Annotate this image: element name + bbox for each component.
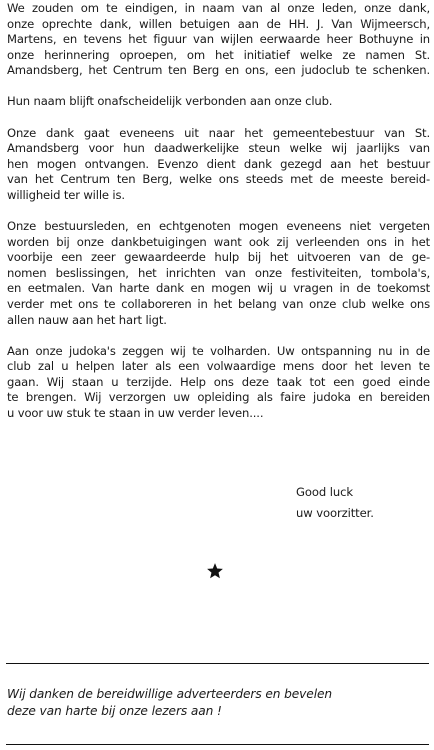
text-line: Amandsberg voor hun daadwerkelijke steun welke wij jaarlijks van <box>7 141 430 156</box>
text-line: nomen beslissingen, het inrichten van onze festiviteiten, tombola's, <box>7 265 430 280</box>
text-line: worden bij onze dankbetuigingen want ook zij verleenden ons in het <box>7 234 430 249</box>
text-line: verder met ons te collaboreren in het belang van onze club welke ons <box>7 297 430 311</box>
text-line: Onze dank gaat eveneens uit naar het gemeentebestuur van St. <box>7 125 430 140</box>
paragraph-thanks-council <box>7 126 430 204</box>
text-line: Martens, en tevens het figuur van wijlen eerwaarde heer Bothuyne in <box>7 32 430 47</box>
advertisers-note-line: deze van harte bij onze lezers aan ! <box>7 704 222 718</box>
text-line: Onze bestuursleden, en echtgenoten mogen eveneens niet vergeten <box>7 219 430 234</box>
text-line: Aan onze judoka's zeggen wij te volharden. Uw ontspanning nu in de <box>7 343 430 358</box>
paragraph-thanks-board <box>7 219 430 328</box>
text-line: allen nauw aan het hart ligt. <box>7 312 167 327</box>
text-line: We zouden om te eindigen, in naam van al onze leden, onze dank, <box>7 1 430 15</box>
text-line: club zal u helpen later als een volwaardige mens door het leven te <box>7 359 430 374</box>
advertisers-note <box>7 686 427 720</box>
paragraph-judoka <box>7 344 430 422</box>
star-icon <box>206 562 224 580</box>
text-line: hen mogen ontvangen. Evenzo dient dank gezegd aan het bestuur <box>7 156 430 171</box>
paragraph-thanks-founders <box>7 1 430 79</box>
advertisers-note-line: Wij danken de bereidwillige adverteerders en bevelen <box>7 687 333 701</box>
text-line: en eetmalen. Van harte dank en mogen wij u vragen in de toekomst <box>7 281 430 296</box>
text-line: Amandsberg, het Centrum ten Berg en ons, een judoclub te schenken. <box>7 63 430 78</box>
signoff-greeting: Good luck <box>296 485 353 499</box>
paragraph-name-bound <box>7 94 430 110</box>
letter-body <box>7 1 430 437</box>
text-line: te brengen. Wij verzorgen uw opleiding als faire judoka en bereiden <box>7 390 430 405</box>
text-line: willigheid ter wille is. <box>7 187 125 202</box>
signoff <box>296 482 374 524</box>
text-line: onze herinnering oproepen, om het initiatief welke ze namen St. <box>7 47 430 62</box>
text-line: Hun naam blijft onafscheidelijk verbonden aan onze club. <box>7 94 333 109</box>
text-line: gaan. Wij staan u terzijde. Help ons deze taak tot een goed einde <box>7 374 430 389</box>
divider-bottom <box>6 744 429 745</box>
text-line: u voor uw stuk te staan in uw verder leven.... <box>7 406 264 421</box>
text-line: onze oprechte dank, willen betuigen aan de HH. J. Van Wijmeersch, <box>7 16 430 31</box>
text-line: van het Centrum ten Berg, welke ons steeds met de meeste bereid- <box>7 172 430 187</box>
signoff-signature: uw voorzitter. <box>296 506 374 520</box>
divider-top <box>6 663 429 664</box>
text-line: voorbije een zeer gewaardeerde hulp bij het uitvoeren van de ge- <box>7 250 430 265</box>
